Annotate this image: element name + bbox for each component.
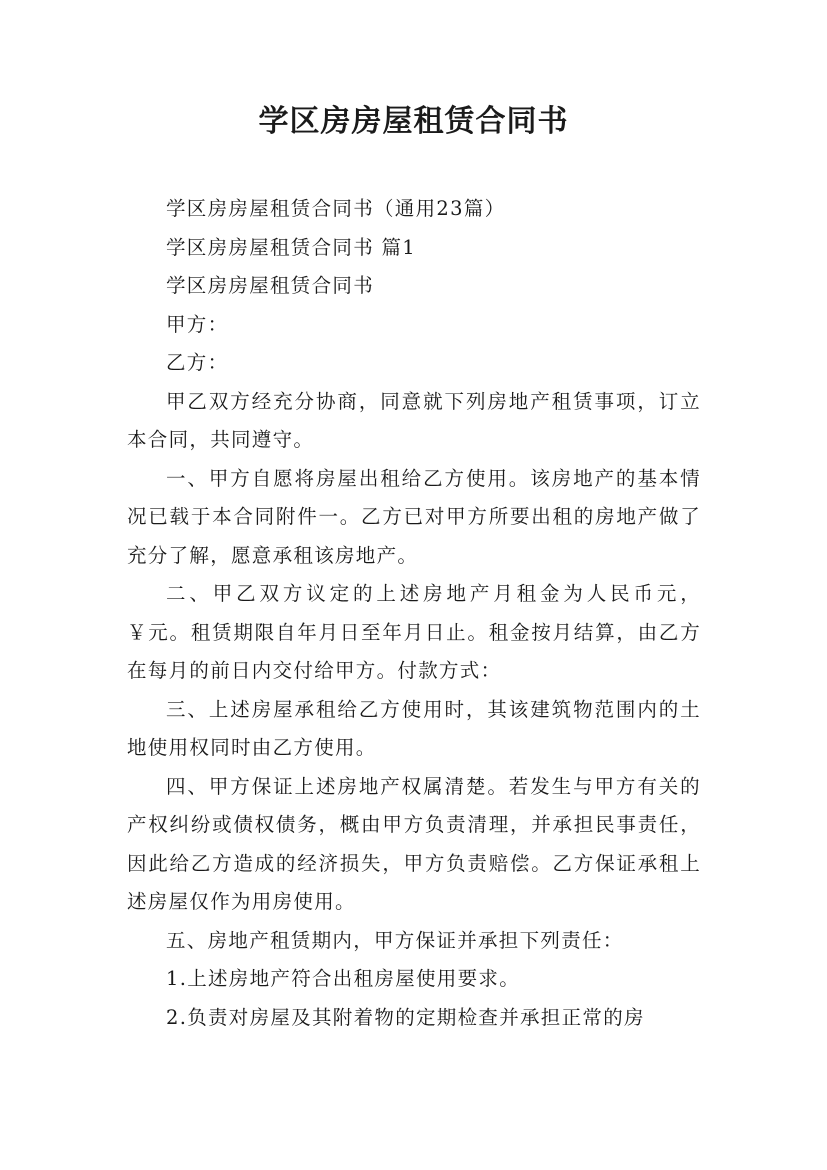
paragraph-item-2: 2.负责对房屋及其附着物的定期检查并承担正常的房	[166, 1005, 645, 1029]
paragraph-clause-1: 一、甲方自愿将房屋出租给乙方使用。该房地产的基本情况已载于本合同附件一。乙方已对甲方所要出租的房地产做了充分了解，愿意承租该房地产。	[127, 466, 701, 567]
paragraph-preamble: 甲乙双方经充分协商，同意就下列房地产租赁事项，订立本合同，共同遵守。	[127, 389, 701, 451]
paragraph-clause-5: 五、房地产租赁期内，甲方保证并承担下列责任：	[166, 928, 624, 952]
paragraph-party-a: 甲方：	[166, 312, 229, 336]
paragraph-contract-name: 学区房房屋租赁合同书	[166, 274, 375, 297]
document-body	[127, 190, 701, 1037]
paragraph-clause-2: 二、甲乙双方议定的上述房地产月租金为人民币元，￥元。租赁期限自年月日至年月日止。租金按月结算，由乙方在每月的前日内交付给甲方。付款方式：	[127, 582, 701, 682]
paragraph-chapter-heading: 学区房房屋租赁合同书 篇1	[166, 235, 417, 259]
paragraph-clause-4: 四、甲方保证上述房地产权属清楚。若发生与甲方有关的产权纠纷或债权债务，概由甲方负责清理，并承担民事责任，因此给乙方造成的经济损失，甲方负责赔偿。乙方保证承租上述房屋仅作为用房使用。	[127, 774, 701, 913]
paragraph-item-1: 1.上述房地产符合出租房屋使用要求。	[166, 967, 521, 990]
paragraph-subtitle: 学区房房屋租赁合同书（通用23篇）	[166, 197, 506, 220]
paragraph-clause-3: 三、上述房屋承租给乙方使用时，其该建筑物范围内的土地使用权同时由乙方使用。	[127, 697, 701, 759]
paragraph-party-b: 乙方：	[166, 351, 229, 374]
document-title: 学区房房屋租赁合同书	[258, 104, 569, 139]
